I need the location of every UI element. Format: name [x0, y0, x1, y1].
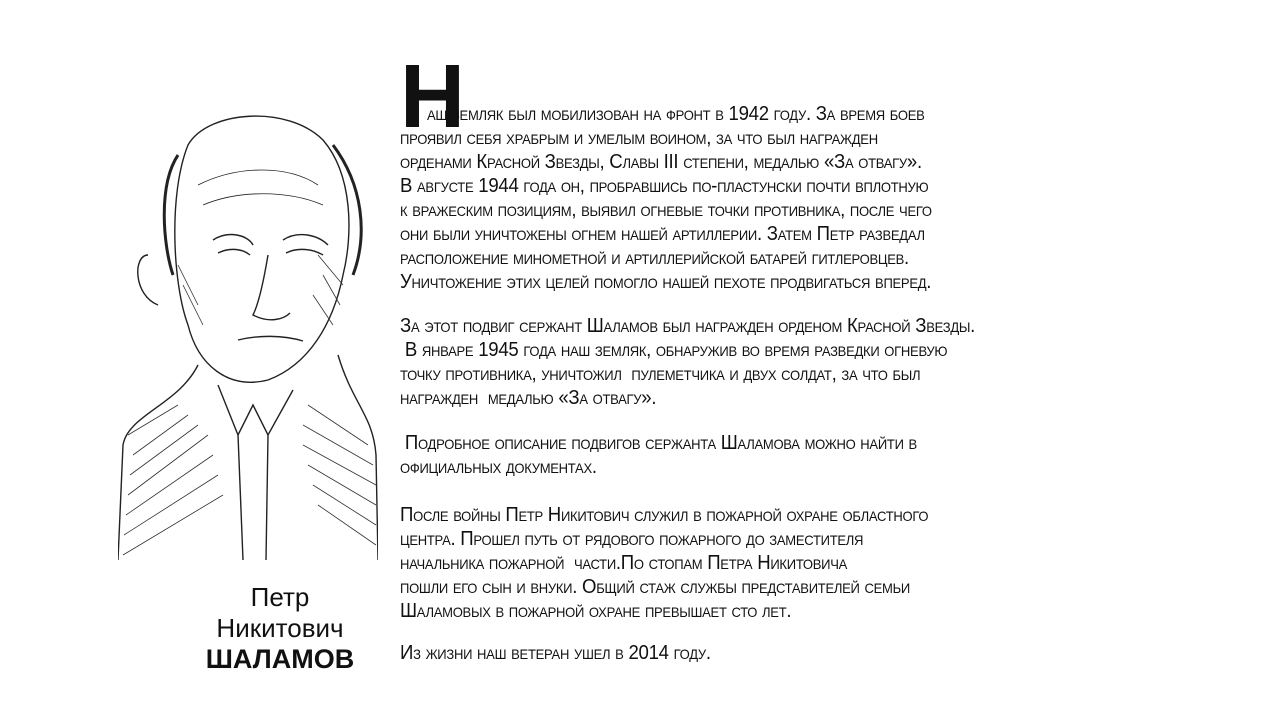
text-line: После войны Петр Никитович служил в пожарной охране областного [400, 504, 929, 526]
text-line: Подробное описание подвигов сержанта Шаламова можно найти в [400, 432, 917, 454]
text-line: точку противника, уничтожил пулеметчика и двух солдат, за что был [400, 363, 921, 385]
portrait-sketch [118, 105, 378, 560]
text-line: За этот подвиг сержант Шаламов был награжден орденом Красной Звезды. [400, 315, 976, 337]
text-line: пошли его сын и внуки. Общий стаж службы представителей семьи [400, 576, 910, 598]
text-line: к вражеским позициям, выявил огневые точки противника, после чего [400, 199, 932, 221]
text-line: Из жизни наш ветеран ушел в 2014 году. [400, 642, 711, 664]
text-line: начальника пожарной части.По стопам Петра Никитовича [400, 552, 848, 574]
text-line: аш земляк был мобилизован на фронт в 1942 году. За время боев [427, 103, 925, 125]
text-line: они были уничтожены огнем нашей артиллерии. Затем Петр разведал [400, 223, 925, 245]
person-patronymic: Никитович [216, 613, 344, 643]
text-line: орденами Красной Звезды, Славы III степени, медалью «За отвагу». [400, 151, 922, 173]
text-line: Шаламовых в пожарной охране превышает сто лет. [400, 600, 792, 622]
person-last-name: ШАЛАМОВ [205, 644, 355, 674]
text-line: проявил себя храбрым и умелым воином, за что был награжден [400, 127, 878, 149]
text-line: Уничтожение этих целей помогло нашей пехоте продвигаться вперед. [400, 271, 932, 293]
text-line: официальных документах. [400, 456, 597, 478]
text-line: награжден медалью «За отвагу». [400, 387, 657, 409]
text-line: расположение минометной и артиллерийской батарей гитлеровцев. [400, 247, 909, 269]
drop-cap: Н [400, 47, 465, 147]
text-line: В январе 1945 года наш земляк, обнаружив во время разведки огневую [400, 339, 948, 361]
text-line: центра. Прошел путь от рядового пожарного до заместителя [400, 528, 864, 550]
text-line: В августе 1944 года он, пробравшись по-пластунски почти вплотную [400, 175, 929, 197]
person-first-name: Петр [250, 582, 310, 612]
